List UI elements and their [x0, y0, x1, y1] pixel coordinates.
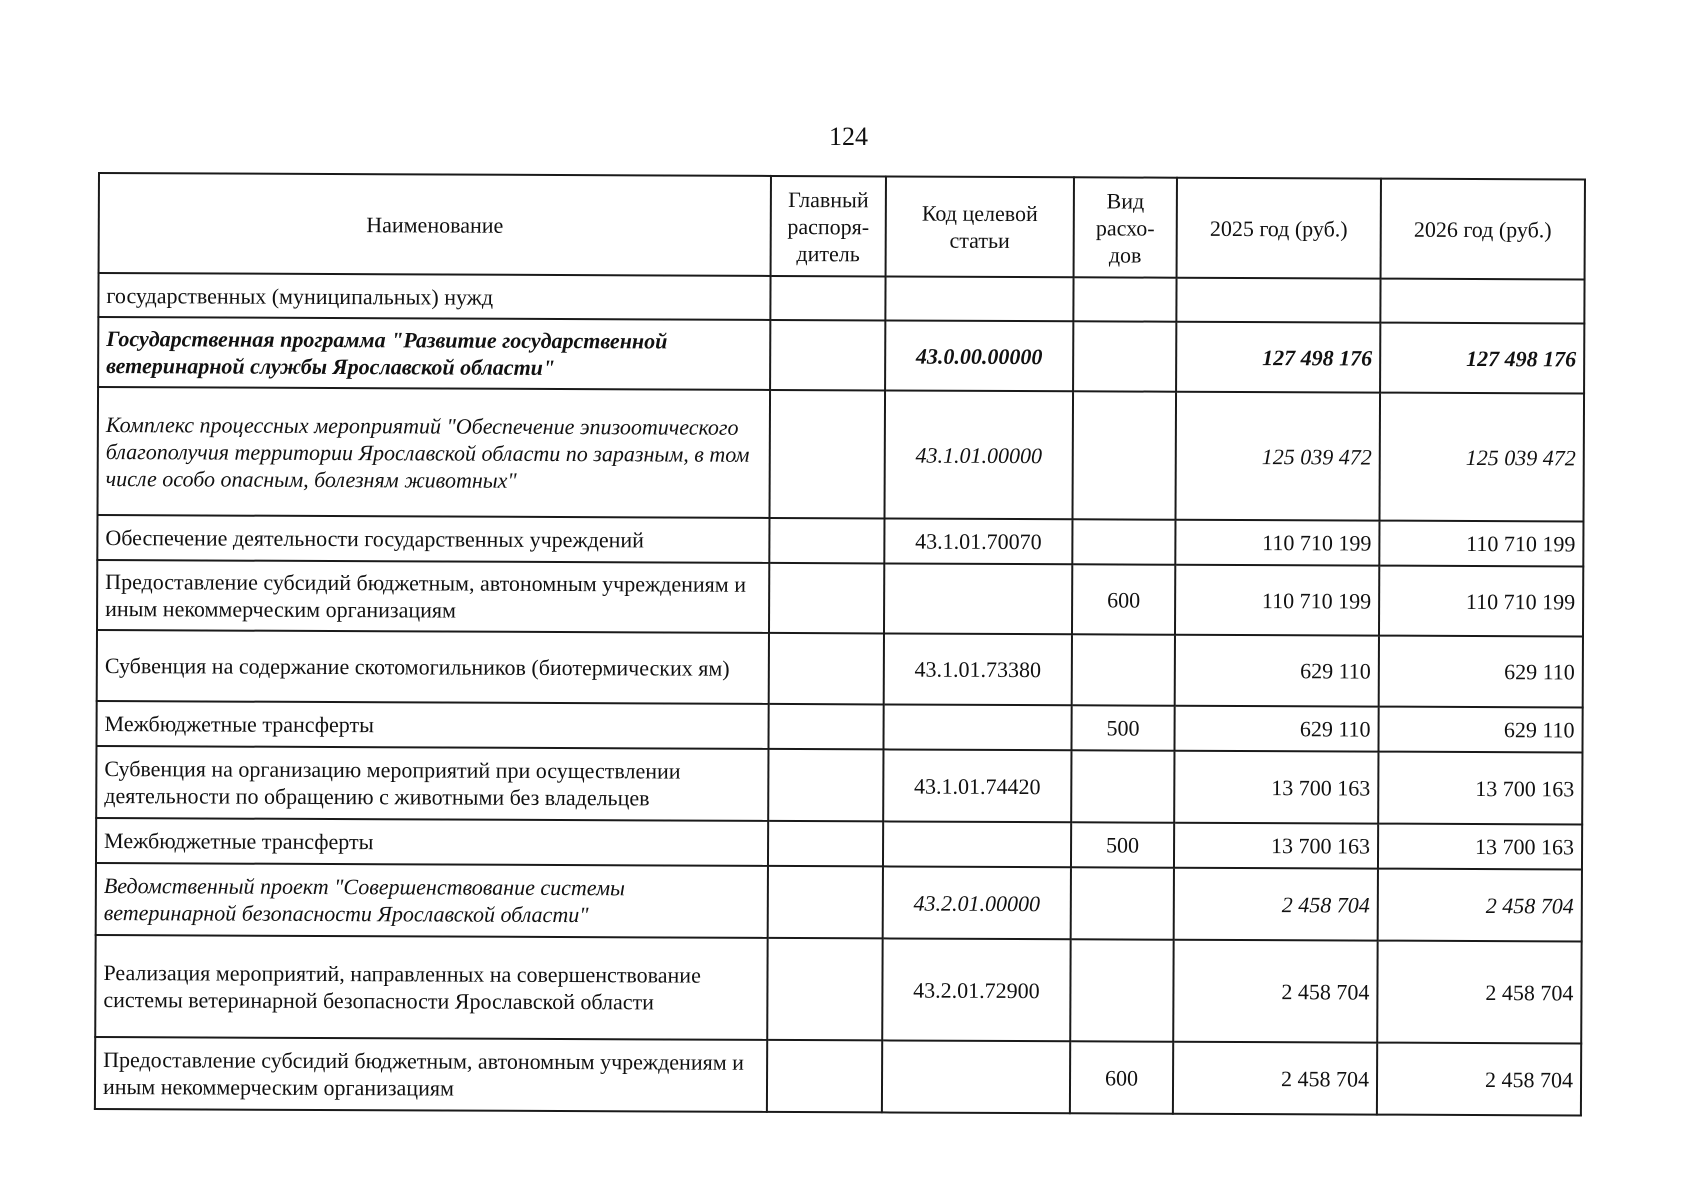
row-2026: 629 110 — [1378, 707, 1582, 753]
table-row — [95, 935, 1581, 1043]
table-row — [96, 701, 1582, 752]
row-code — [882, 1040, 1070, 1113]
header-2025: 2025 год (руб.) — [1177, 178, 1381, 279]
row-kind — [1070, 939, 1173, 1041]
row-code — [883, 821, 1071, 867]
table-row — [96, 818, 1582, 869]
row-name: Комплекс процессных мероприятий "Обеспечение эпизоотического благополучия территории Ярославской области по заразным, в том числе особо опасным, болезням животных" — [98, 387, 771, 518]
row-2026: 13 700 163 — [1378, 752, 1582, 825]
row-manager — [769, 518, 884, 564]
table-row — [98, 317, 1584, 393]
row-name: Обеспечение деятельности государственных учреждений — [97, 515, 769, 563]
page-number: 124 — [829, 122, 868, 151]
table-row — [97, 630, 1583, 707]
row-code: 43.2.01.00000 — [883, 866, 1071, 939]
row-2026: 127 498 176 — [1380, 323, 1584, 394]
row-code — [884, 563, 1072, 634]
row-2025: 629 110 — [1174, 706, 1378, 752]
row-code: 43.1.01.73380 — [884, 633, 1072, 705]
row-manager — [768, 821, 883, 867]
row-2025: 629 110 — [1175, 635, 1379, 707]
row-2025 — [1176, 278, 1380, 323]
row-name: Реализация мероприятий, направленных на совершенствование системы ветеринарной безопасности Ярославской области — [95, 935, 767, 1040]
row-2026: 110 710 199 — [1379, 521, 1583, 567]
row-kind — [1073, 321, 1176, 391]
row-manager — [768, 704, 883, 750]
row-manager — [770, 320, 885, 391]
row-2025: 110 710 199 — [1175, 565, 1379, 636]
row-kind — [1072, 391, 1176, 519]
row-manager — [768, 866, 883, 939]
row-name: Субвенция на организацию мероприятий при осуществлении деятельности по обращению с животными без владельцев — [96, 746, 768, 821]
row-name: Межбюджетные трансферты — [96, 818, 768, 866]
row-code — [885, 276, 1073, 321]
row-2025: 13 700 163 — [1174, 823, 1378, 869]
row-2025: 13 700 163 — [1174, 751, 1378, 824]
row-name: Предоставление субсидий бюджетным, автономным учреждениям и иным некоммерческим организациям — [95, 1037, 767, 1112]
row-kind: 500 — [1071, 822, 1174, 867]
row-name: Предоставление субсидий бюджетным, автономным учреждениям и иным некоммерческим организациям — [97, 560, 769, 633]
row-code — [883, 704, 1071, 750]
row-manager — [769, 390, 885, 519]
row-name: Межбюджетные трансферты — [96, 701, 768, 749]
header-code: Код целевой статьи — [886, 176, 1074, 277]
header-name: Наименование — [99, 173, 771, 276]
table-row — [97, 515, 1583, 566]
row-kind — [1071, 867, 1174, 939]
row-manager — [769, 563, 884, 634]
row-kind — [1071, 750, 1174, 822]
row-kind — [1072, 519, 1175, 564]
row-2026: 2 458 704 — [1378, 869, 1582, 942]
row-code: 43.1.01.00000 — [884, 390, 1073, 519]
row-kind: 600 — [1072, 564, 1175, 634]
row-code: 43.0.00.00000 — [885, 320, 1073, 391]
row-2026: 2 458 704 — [1377, 1043, 1581, 1116]
row-2026 — [1380, 279, 1584, 324]
row-2026: 629 110 — [1379, 636, 1583, 708]
row-manager — [768, 749, 883, 822]
table-row — [98, 387, 1585, 521]
row-code: 43.1.01.74420 — [883, 749, 1071, 822]
table-row — [97, 560, 1583, 636]
row-kind: 600 — [1070, 1041, 1173, 1113]
row-kind — [1073, 277, 1176, 321]
row-name: Ведомственный проект "Совершенствование системы ветеринарной безопасности Ярославской области" — [96, 863, 768, 938]
row-2025: 110 710 199 — [1175, 520, 1379, 566]
row-2025: 125 039 472 — [1175, 392, 1380, 521]
row-2025: 2 458 704 — [1173, 1042, 1377, 1115]
row-manager — [770, 276, 885, 321]
table-row — [96, 863, 1582, 941]
row-manager — [767, 938, 882, 1041]
row-kind: 500 — [1071, 705, 1174, 750]
row-2025: 2 458 704 — [1174, 868, 1378, 941]
row-2026: 13 700 163 — [1378, 824, 1582, 870]
header-row — [99, 173, 1585, 279]
table-row — [96, 746, 1582, 824]
budget-table — [94, 172, 1586, 1116]
table-row — [95, 1037, 1581, 1115]
row-2026: 125 039 472 — [1379, 393, 1584, 522]
header-2026: 2026 год (руб.) — [1381, 179, 1585, 280]
row-2026: 2 458 704 — [1377, 941, 1581, 1044]
table-row — [98, 273, 1584, 323]
header-manager: Главный распоря-дитель — [771, 176, 886, 277]
row-2025: 127 498 176 — [1176, 322, 1380, 393]
row-manager — [769, 633, 884, 705]
row-2026: 110 710 199 — [1379, 566, 1583, 637]
row-name: государственных (муниципальных) нужд — [98, 273, 770, 320]
row-name: Субвенция на содержание скотомогильников (биотермических ям) — [97, 630, 769, 704]
row-name: Государственная программа "Развитие государственной ветеринарной службы Ярославской области" — [98, 317, 770, 390]
row-code: 43.1.01.70070 — [884, 518, 1072, 564]
row-kind — [1072, 634, 1175, 705]
header-kind: Вид расхо-дов — [1074, 177, 1177, 277]
row-manager — [767, 1040, 882, 1113]
row-2025: 2 458 704 — [1173, 940, 1377, 1043]
row-code: 43.2.01.72900 — [882, 938, 1070, 1041]
